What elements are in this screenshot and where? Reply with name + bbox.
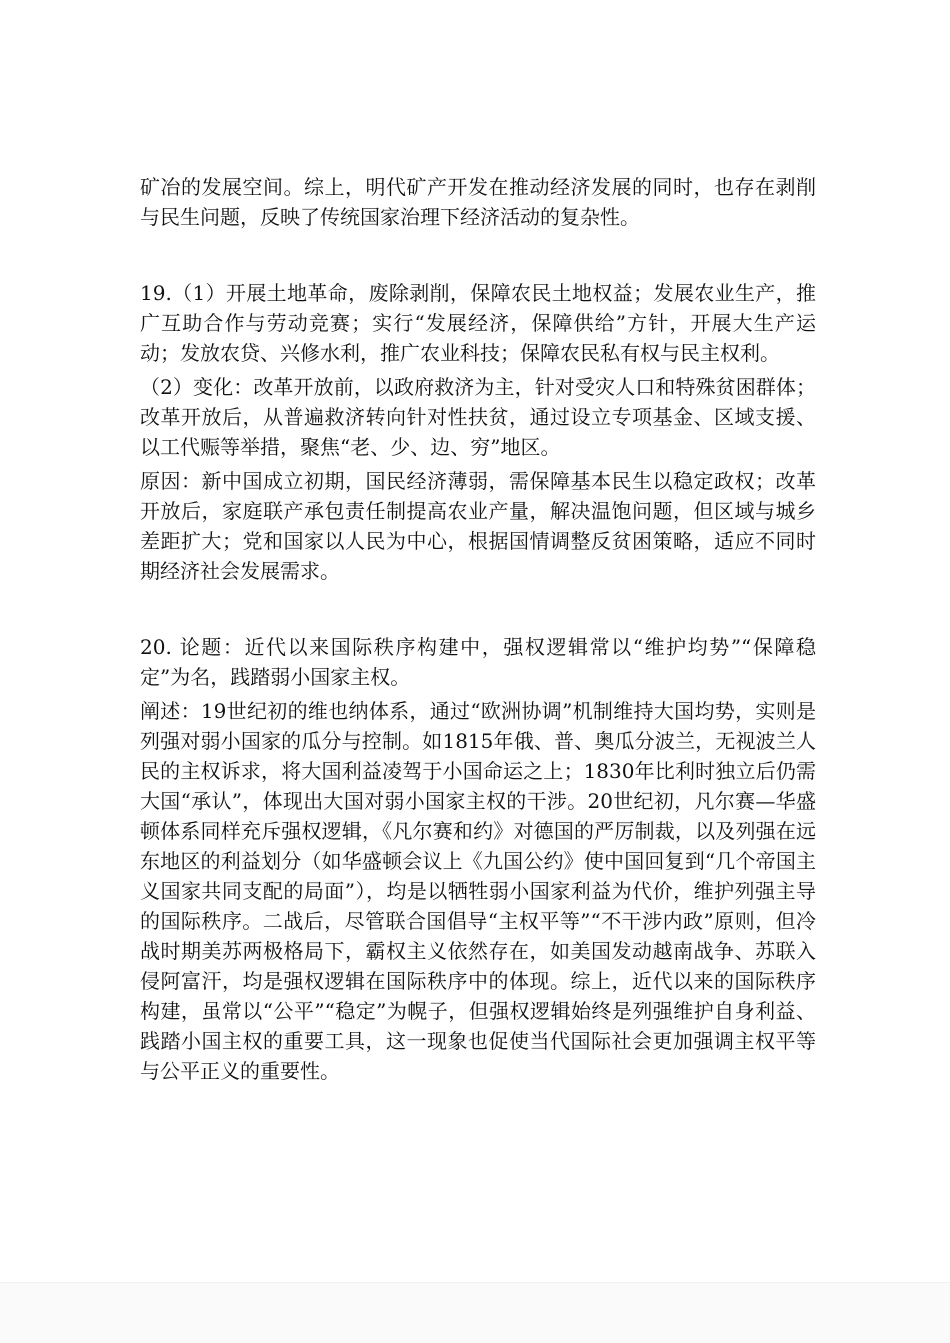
q19-part1-paragraph: 19.（1）开展土地革命，废除剥削，保障农民土地权益；发展农业生产，推广互助合作与劳动竞赛；实行“发展经济，保障供给”方针，开展大生产运动；发放农贷、兴修水利，推广农业科技；保障农民私有权与民主权利。 [140, 281, 816, 365]
section-spacer [140, 590, 816, 632]
q19-reason-paragraph: 原因：新中国成立初期，国民经济薄弱，需保障基本民生以稳定政权；改革开放后，家庭联产承包责任制提高农业产量，解决温饱问题，但区域与城乡差距扩大；党和国家以人民为中心，根据国情调整反贫困策略，适应不同时期经济社会发展需求。 [140, 469, 816, 583]
page-bottom-margin [0, 1282, 950, 1343]
section-spacer [140, 236, 816, 278]
intro-paragraph: 矿冶的发展空间。综上，明代矿产开发在推动经济发展的同时，也存在剥削与民生问题，反映了传统国家治理下经济活动的复杂性。 [140, 175, 816, 229]
q20-argument-paragraph: 阐述：19世纪初的维也纳体系，通过“欧洲协调”机制维持大国均势，实则是列强对弱小国家的瓜分与控制。如1815年俄、普、奥瓜分波兰，无视波兰人民的主权诉求，将大国利益凌驾于小国命运之上；1830年比利时独立后仍需大国“承认”，体现出大国对弱小国家主权的干涉。20世纪初，凡尔赛—华盛顿体系同样充斥强权逻辑，《凡尔赛和约》对德国的严厉制裁，以及列强在远东地区的利益划分（如华盛顿会议上《九国公约》使中国回复到“几个帝国主义国家共同支配的局面”），均是以牺牲弱小国家利益为代价，维护列强主导的国际秩序。二战后，尽管联合国倡导“主权平等”“不干涉内政”原则，但冷战时期美苏两极格局下，霸权主义依然存在，如美国发动越南战争、苏联入侵阿富汗，均是强权逻辑在国际秩序中的体现。综上，近代以来的国际秩序构建，虽常以“公平”“稳定”为幌子，但强权逻辑始终是列强维护自身利益、践踏小国主权的重要工具，这一现象也促使当代国际社会更加强调主权平等与公平正义的重要性。 [140, 699, 816, 1083]
q19-part2-paragraph: （2）变化：改革开放前，以政府救济为主，针对受灾人口和特殊贫困群体；改革开放后，从普遍救济转向针对性扶贫，通过设立专项基金、区域支援、以工代赈等举措，聚焦“老、少、边、穷”地区。 [140, 375, 816, 459]
q20-thesis-paragraph: 20. 论题：近代以来国际秩序构建中，强权逻辑常以“维护均势”“保障稳定”为名，践踏弱小国家主权。 [140, 635, 816, 689]
document-body [140, 172, 816, 1090]
